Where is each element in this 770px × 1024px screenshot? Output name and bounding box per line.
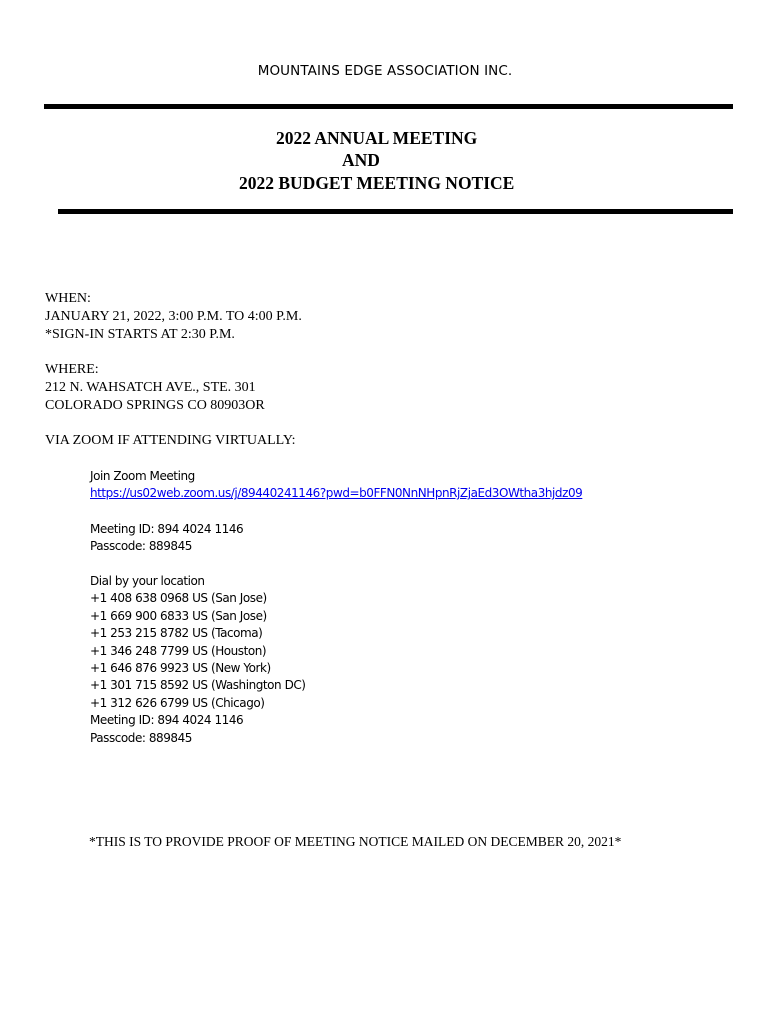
zoom-join-block (90, 468, 582, 503)
where-section (45, 361, 265, 415)
dial-number: +1 346 248 7799 US (Houston) (90, 643, 267, 658)
zoom-passcode-repeat: Passcode: 889845 (90, 730, 192, 745)
title-line-2: AND (342, 150, 380, 170)
proof-of-notice: *THIS IS TO PROVIDE PROOF OF MEETING NOTICE MAILED ON DECEMBER 20, 2021* (89, 834, 622, 849)
where-label: WHERE: (45, 362, 99, 377)
when-datetime: JANUARY 21, 2022, 3:00 P.M. TO 4:00 P.M. (45, 309, 302, 324)
top-divider (44, 104, 733, 109)
zoom-dial-block (90, 573, 306, 747)
zoom-join-label: Join Zoom Meeting (90, 469, 195, 483)
dial-number: +1 301 715 8592 US (Washington DC) (90, 678, 306, 693)
zoom-meeting-id: Meeting ID: 894 4024 1146 (90, 522, 244, 536)
dial-number: +1 312 626 6799 US (Chicago) (90, 695, 265, 710)
virtual-label: VIA ZOOM IF ATTENDING VIRTUALLY: (45, 433, 296, 448)
zoom-passcode: Passcode: 889845 (90, 539, 192, 554)
zoom-join-link[interactable]: https://us02web.zoom.us/j/89440241146?pwd=b0FFN0NnNHpnRjZjaEd3OWtha3hjdz09 (90, 486, 583, 501)
where-address-line-2: COLORADO SPRINGS CO 80903OR (45, 398, 265, 413)
zoom-meeting-id-repeat: Meeting ID: 894 4024 1146 (90, 713, 244, 728)
dial-number: +1 669 900 6833 US (San Jose) (90, 608, 267, 623)
dial-number: +1 646 876 9923 US (New York) (90, 661, 271, 676)
title-line-1: 2022 ANNUAL MEETING (276, 128, 478, 148)
dial-number: +1 408 638 0968 US (San Jose) (90, 591, 267, 606)
title-line-3: 2022 BUDGET MEETING NOTICE (239, 173, 515, 193)
organization-name: MOUNTAINS EDGE ASSOCIATION INC. (257, 63, 513, 79)
zoom-dial-label: Dial by your location (90, 574, 205, 588)
dial-number: +1 253 215 8782 US (Tacoma) (90, 626, 263, 641)
bottom-divider (58, 209, 733, 214)
zoom-credentials-block (90, 521, 243, 556)
when-label: WHEN: (45, 291, 91, 306)
virtual-section (45, 432, 296, 450)
where-address-line-1: 212 N. WAHSATCH AVE., STE. 301 (45, 380, 256, 395)
when-section (45, 290, 302, 344)
when-signin: *SIGN-IN STARTS AT 2:30 P.M. (45, 327, 235, 342)
